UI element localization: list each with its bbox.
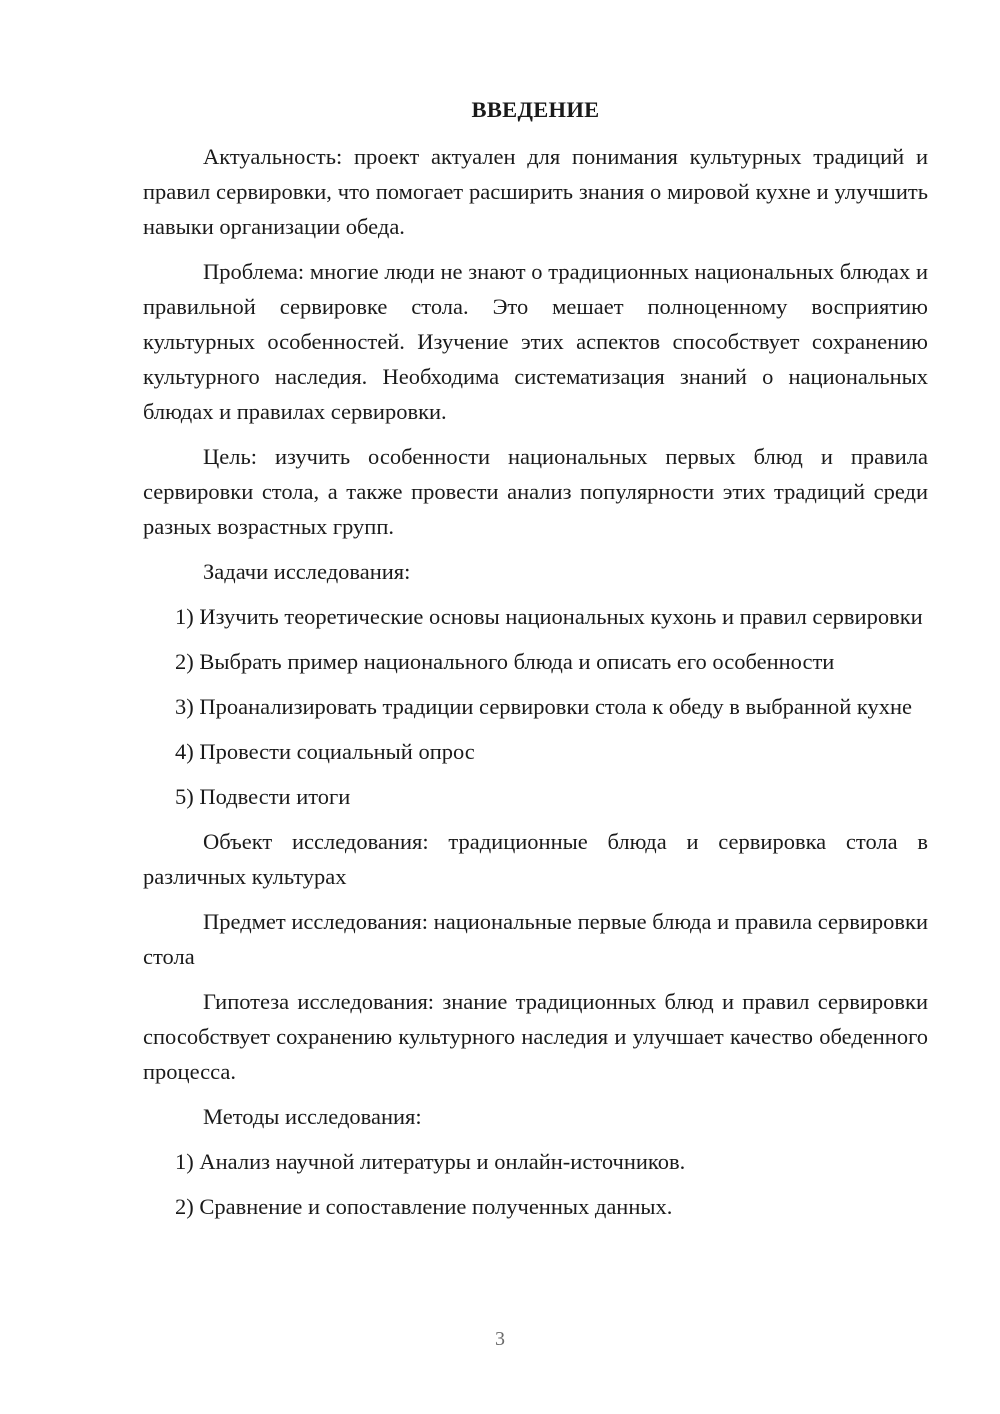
relevance-paragraph: Актуальность: проект актуален для понимания культурных традиций и правил сервировки, что помогает расширить знания о мировой кухне и улучшить навыки организации обеда. <box>143 144 928 239</box>
task-item-5: 5) Подвести итоги <box>175 784 351 809</box>
task-item-3: 3) Проанализировать традиции сервировки стола к обеду в выбранной кухне <box>175 694 913 719</box>
page-number: 3 <box>495 1328 505 1350</box>
task-item-2: 2) Выбрать пример национального блюда и описать его особенности <box>175 649 835 674</box>
method-item-2: 2) Сравнение и сопоставление полученных данных. <box>175 1194 673 1219</box>
object-paragraph: Объект исследования: традиционные блюда и сервировка стола в различных культурах <box>143 829 928 889</box>
method-item-1: 1) Анализ научной литературы и онлайн-источников. <box>175 1149 686 1174</box>
document-page <box>143 92 928 1234</box>
tasks-heading: Задачи исследования: <box>203 559 411 584</box>
task-item-4: 4) Провести социальный опрос <box>175 739 475 764</box>
hypothesis-paragraph: Гипотеза исследования: знание традиционных блюд и правил сервировки способствует сохранению культурного наследия и улучшает качество обеденного процесса. <box>143 989 928 1084</box>
problem-paragraph: Проблема: многие люди не знают о традиционных национальных блюдах и правильной сервировке стола. Это мешает полноценному восприятию культурных особенностей. Изучение этих аспектов способствует сохранению культурного наследия. Необходима систематизация знаний о национальных блюдах и правилах сервировки. <box>143 259 928 424</box>
goal-paragraph: Цель: изучить особенности национальных первых блюд и правила сервировки стола, а также провести анализ популярности этих традиций среди разных возрастных групп. <box>143 444 928 539</box>
page-title: ВВЕДЕНИЕ <box>471 97 600 122</box>
task-item-1: 1) Изучить теоретические основы национальных кухонь и правил сервировки <box>175 604 923 629</box>
methods-heading: Методы исследования: <box>203 1104 422 1129</box>
subject-paragraph: Предмет исследования: национальные первые блюда и правила сервировки стола <box>143 909 928 969</box>
